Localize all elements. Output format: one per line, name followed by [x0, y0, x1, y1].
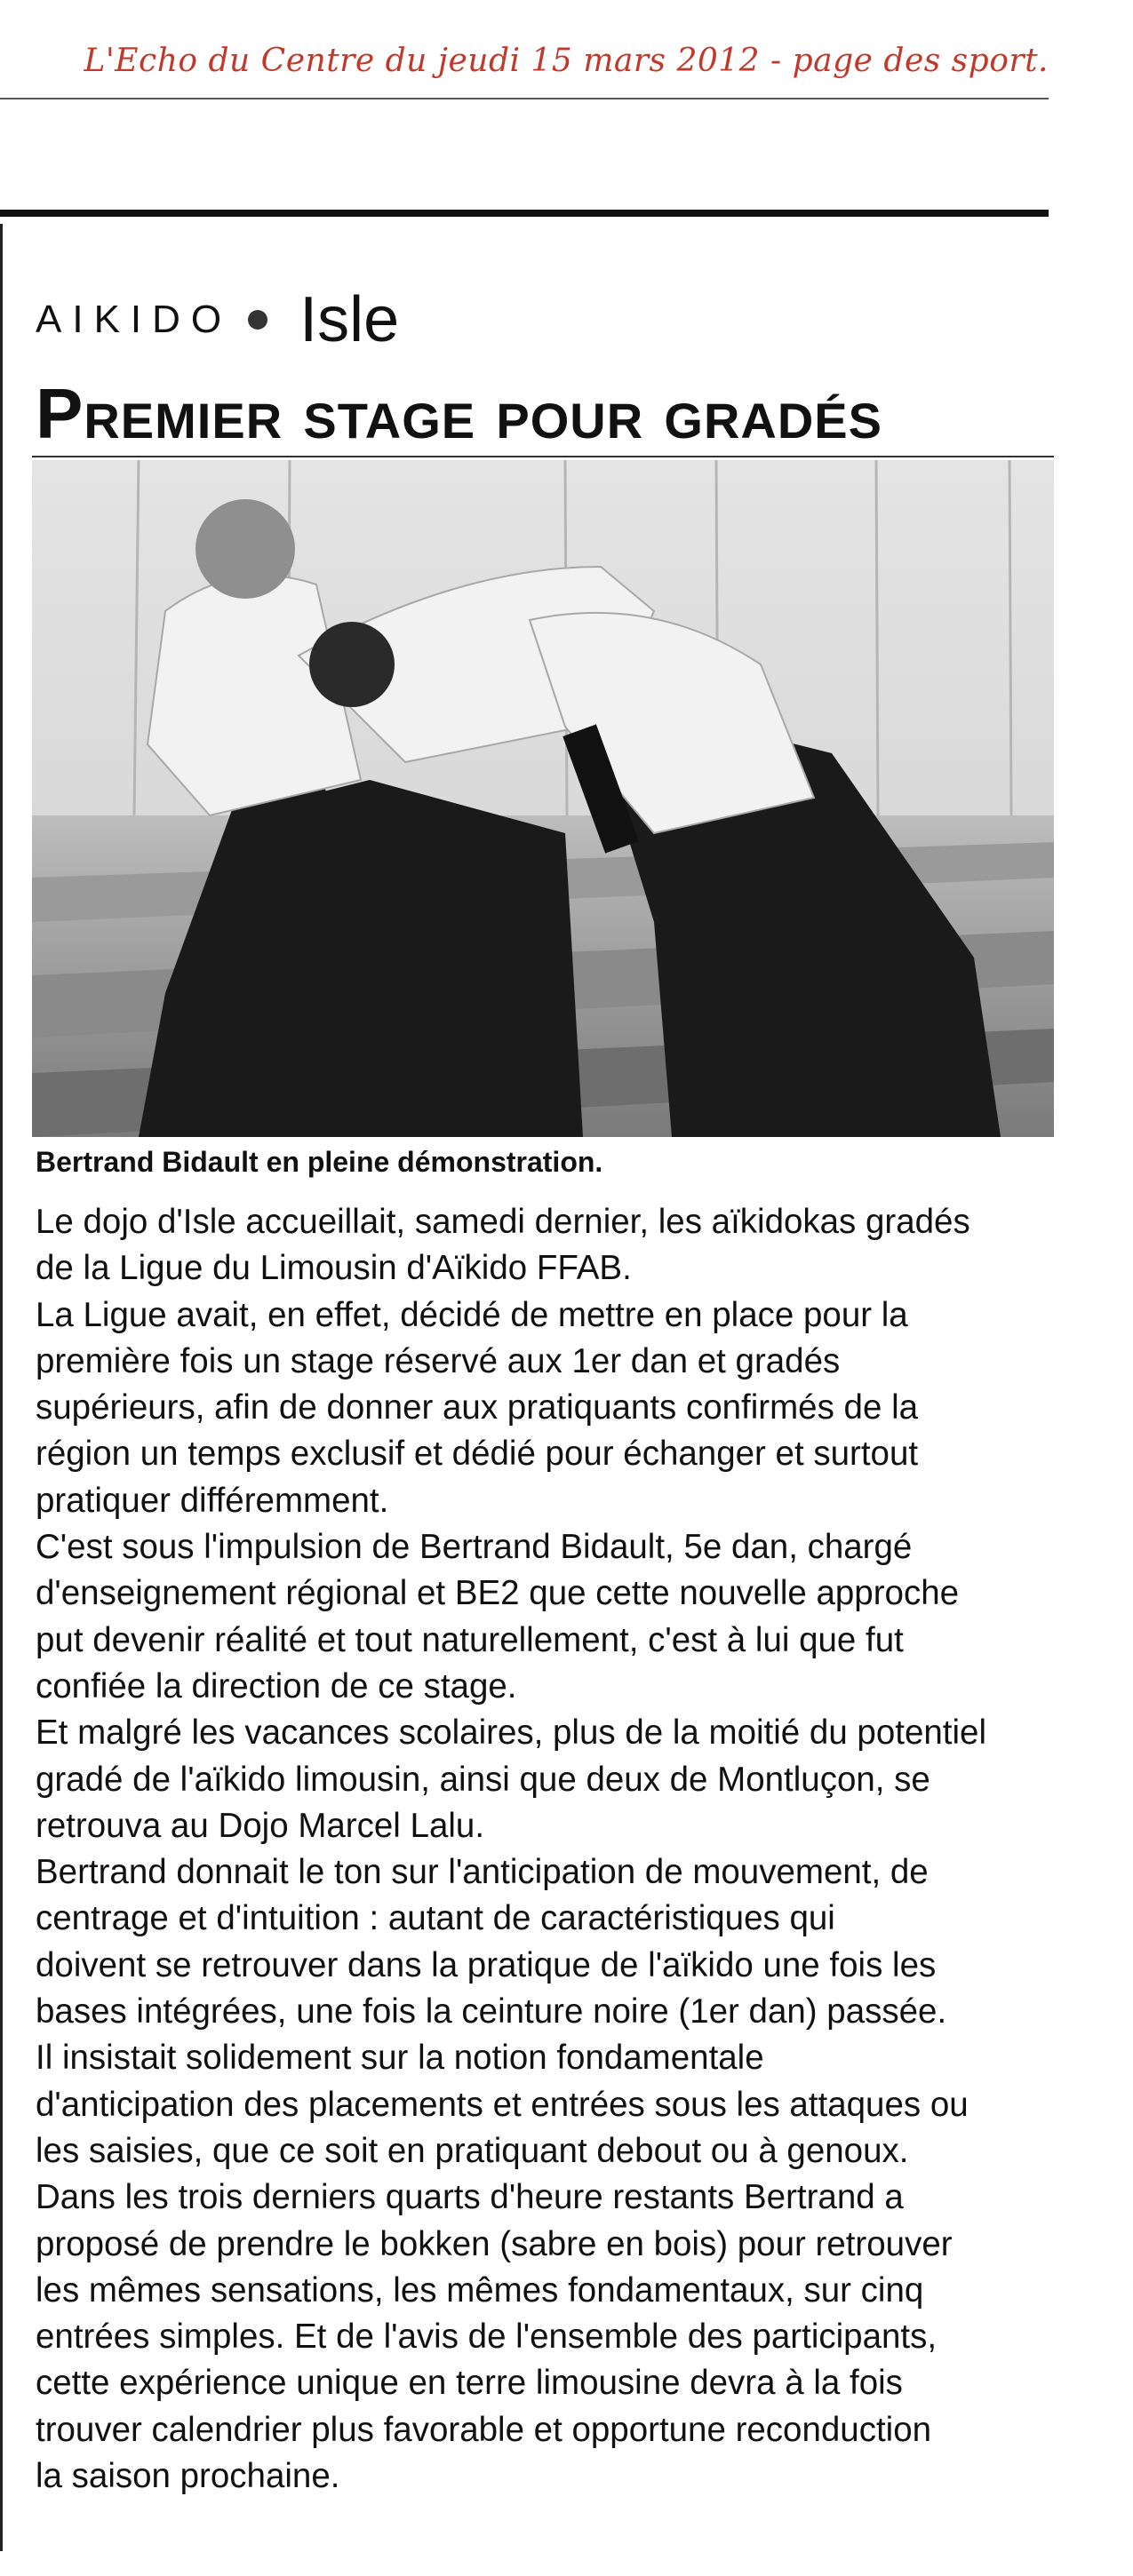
headline-rule: [32, 456, 1054, 457]
body-line: trouver calendrier plus favorable et opportune reconduction: [36, 2410, 932, 2449]
body-line: cette expérience unique en terre limousine devra à la fois: [36, 2364, 903, 2403]
section-label: AIKIDO: [36, 298, 233, 341]
article-left-border: [0, 224, 3, 2551]
body-line: les mêmes sensations, les mêmes fondamentaux, sur cinq: [36, 2270, 924, 2310]
newspaper-masthead: L'Echo du Centre du jeudi 15 mars 2012 - page des sport.: [84, 43, 1049, 79]
body-line: Le dojo d'Isle accueillait, samedi dernier, les aïkidokas gradés: [36, 1203, 970, 1241]
article-body: [36, 1199, 1057, 2500]
body-line: Et malgré les vacances scolaires, plus de la moitié du potentiel: [36, 1713, 986, 1753]
photo-caption: Bertrand Bidault en pleine démonstration.: [36, 1146, 603, 1178]
article-top-rule: [0, 210, 1049, 217]
body-line: la saison prochaine.: [36, 2457, 340, 2496]
body-line: La Ligue avait, en effet, décidé de mettre en place pour la: [36, 1295, 908, 1334]
body-line: les saisies, que ce soit en pratiquant debout ou à genoux.: [36, 2131, 909, 2170]
body-line: de la Ligue du Limousin d'Aïkido FFAB.: [36, 1249, 632, 1288]
body-line: d'enseignement régional et BE2 que cette nouvelle approche: [36, 1574, 960, 1613]
body-line: première fois un stage réservé aux 1er dan et gradés: [36, 1341, 841, 1380]
bullet-separator-icon: [248, 310, 267, 330]
body-line: retrouva au Dojo Marcel Lalu.: [36, 1806, 485, 1845]
body-line: centrage et d'intuition : autant de caractéristiques qui: [36, 1899, 835, 1938]
body-line: Bertrand donnait le ton sur l'anticipation de mouvement, de: [36, 1853, 929, 1892]
masthead-divider: [0, 98, 1049, 99]
article-kicker: [36, 282, 399, 357]
article-headline: Premier stage pour gradés: [36, 374, 882, 453]
body-line: d'anticipation des placements et entrées sous les attaques ou: [36, 2085, 969, 2124]
body-line: put devenir réalité et tout naturellement, c'est à lui que fut: [36, 1620, 904, 1659]
body-line: supérieurs, afin de donner aux pratiquants confirmés de la: [36, 1388, 919, 1427]
body-line: doivent se retrouver dans la pratique de l'aïkido une fois les: [36, 1945, 937, 1984]
body-line: gradé de l'aïkido limousin, ainsi que deux de Montluçon, se: [36, 1760, 930, 1799]
body-line: Il insistait solidement sur la notion fondamentale: [36, 2039, 764, 2078]
body-line: C'est sous l'impulsion de Bertrand Bidault, 5e dan, chargé: [36, 1528, 913, 1567]
body-line: bases intégrées, une fois la ceinture noire (1er dan) passée.: [36, 1992, 947, 2031]
body-line: Dans les trois derniers quarts d'heure restants Bertrand a: [36, 2178, 904, 2217]
aikido-demonstration-photo: [32, 460, 1054, 1137]
body-line: confiée la direction de ce stage.: [36, 1666, 517, 1705]
location-label: Isle: [299, 284, 400, 355]
body-line: proposé de prendre le bokken (sabre en bois) pour retrouver: [36, 2224, 953, 2263]
body-line: région un temps exclusif et dédié pour échanger et surtout: [36, 1435, 919, 1474]
article-photo: [32, 460, 1054, 1137]
body-line: pratiquer différemment.: [36, 1481, 389, 1520]
body-line: entrées simples. Et de l'avis de l'ensemble des participants,: [36, 2318, 938, 2357]
